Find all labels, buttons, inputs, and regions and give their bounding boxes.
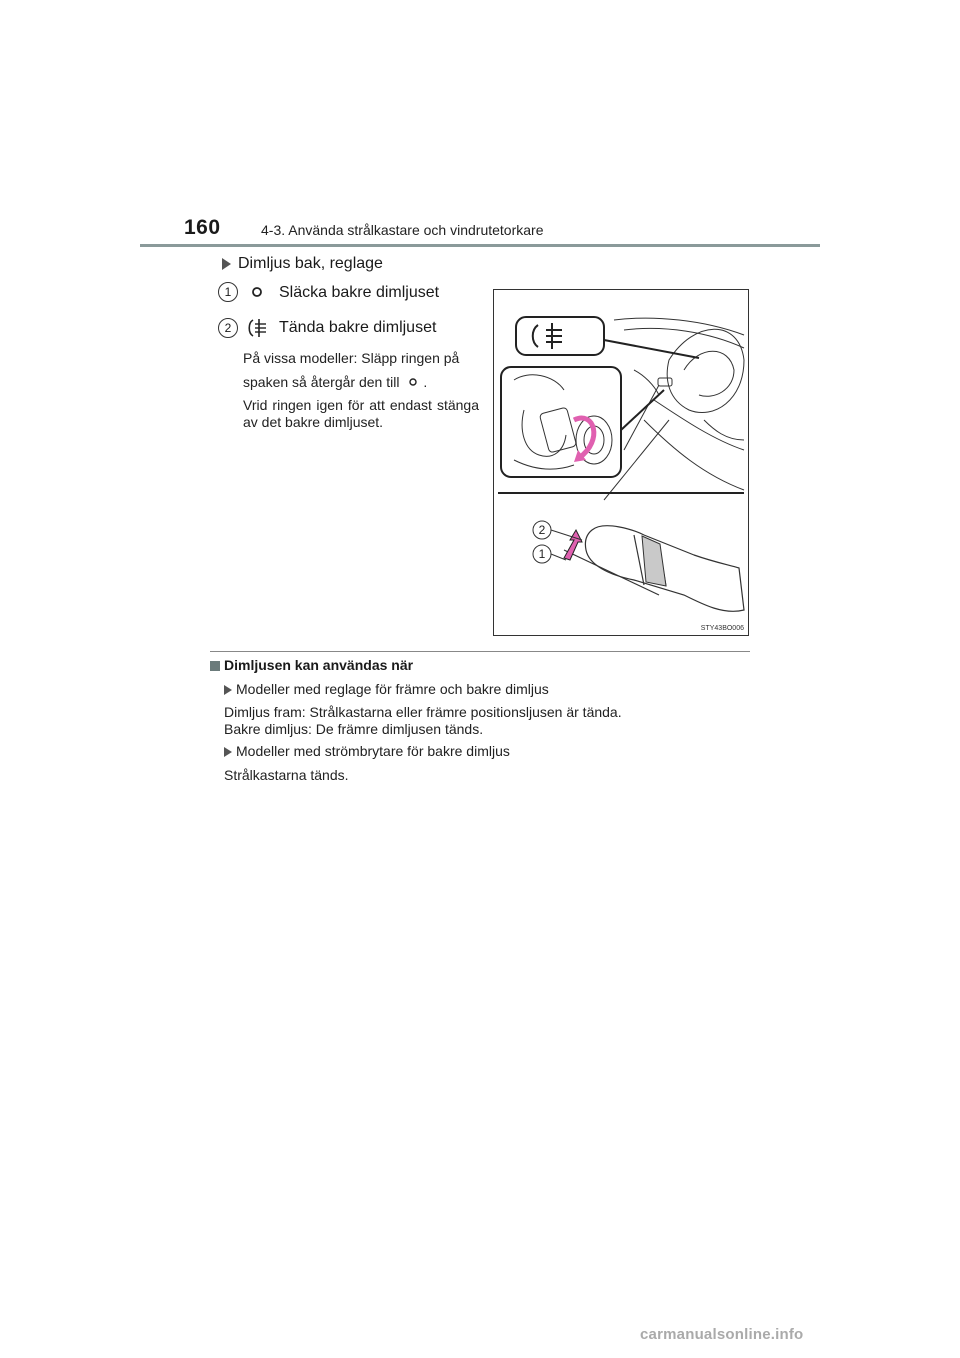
- watermark: carmanualsonline.info: [640, 1326, 804, 1343]
- note-bullet-1: [224, 679, 549, 699]
- section-title: 4-3. Använda strålkastare och vindrutetorkare: [261, 222, 544, 238]
- item-label-2: Tända bakre dimljuset: [279, 319, 437, 336]
- header-rule: [140, 244, 820, 247]
- paragraph-period: .: [423, 374, 428, 390]
- subheading: [222, 255, 383, 273]
- triangle-bullet-icon: [222, 258, 231, 270]
- item-number-2: 2: [218, 318, 238, 338]
- item-label-1: Släcka bakre dimljuset: [279, 284, 440, 301]
- page-number: 160: [184, 216, 221, 239]
- section-rule: [210, 651, 750, 652]
- note-heading: [210, 657, 413, 673]
- note-text-2: Strålkastarna tänds.: [224, 767, 349, 783]
- paragraph-text: spaken så återgår den till: [243, 374, 400, 390]
- lever-illustration: [494, 290, 748, 635]
- illustration-figure: [493, 289, 749, 636]
- note-bullet-text: Modeller med reglage för främre och bakre dimljus: [236, 681, 549, 697]
- paragraph-line-with-icon: [243, 372, 479, 392]
- paragraph-release-ring: [243, 348, 479, 392]
- paragraph-line: På vissa modeller: Släpp ringen på: [243, 350, 460, 366]
- figure-callout-2: 2: [538, 523, 546, 537]
- triangle-bullet-icon: [224, 685, 232, 695]
- paragraph-rotate-ring: Vrid ringen igen för att endast stänga av det bakre dimljuset.: [243, 397, 479, 430]
- figure-caption: STY43BO006: [700, 625, 744, 632]
- triangle-bullet-icon: [224, 747, 232, 757]
- item-number-1: 1: [218, 282, 238, 302]
- rear-fog-light-icon: [246, 318, 270, 343]
- note-heading-text: Dimljusen kan användas när: [224, 657, 414, 673]
- subheading-text: Dimljus bak, reglage: [238, 255, 383, 272]
- note-text-1-line1: Dimljus fram: Strålkastarna eller främre positionsljusen är tända.: [224, 704, 622, 720]
- rear-fog-off-icon-inline: [403, 372, 423, 392]
- note-text-1-line2: Bakre dimljus: De främre dimljusen tänds.: [224, 721, 484, 737]
- square-bullet-icon: [210, 661, 220, 671]
- rear-fog-off-icon: [248, 283, 266, 306]
- note-bullet-text: Modeller med strömbrytare för bakre dimljus: [236, 743, 510, 759]
- note-bullet-2: [224, 741, 510, 761]
- figure-callout-1: 1: [538, 547, 546, 561]
